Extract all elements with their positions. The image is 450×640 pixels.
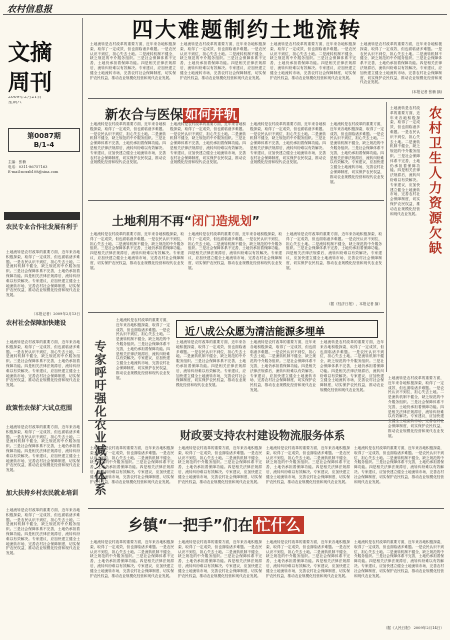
col1-heading-2: 农村社会保障加快建设 [6,320,67,327]
headline-box [92,14,442,42]
article4-vertical-title: 专家呼吁强化农业减灾体系 [93,340,107,496]
headline-body-1: 土地流转是农村改革的重要方面，近年来各地积极探索，取得了一定成效，但也面临诸多难题。一是农民认识不到位，担心失去土地。二是流转机制不健全，缺乏规范的中介服务组织。三是社会保障体系不完善，土地仍承担着保障功能。四是相关法律法规滞后，流转纠纷难以有效解决。专家建议，应加快建立健全土地流转市场，完善农村社会保障制度，切实保护农民权益，推动农业规模化经营和现代农业发展。 [90,42,176,80]
article7-sig: （据《人民日报》 2009年2月14日） [383,626,444,630]
article5-title-box [176,320,378,338]
article2-body-4: 土地流转是农村改革的重要方面，近年来各地积极探索，取得了一定成效，但也面临诸多难题。一是农民认识不到位，担心失去土地。二是流转机制不健全，缺乏规范的中介服务组织。三是社会保障体系不完善，土地仍承担着保障功能。四是相关法律法规滞后，流转纠纷难以有效解决。专家建议，应加快建立健全土地流转市场，完善农村社会保障制度，切实保护农民权益，推动农业规模化经营和现代农业发展。 [330,122,384,184]
section-logo [6,22,76,96]
section-title-text-2: 周刊 [8,71,53,96]
article7-title [128,514,368,536]
main-headline: 四大难题制约土地流转 [132,18,362,42]
col1-body-3: 土地流转是农村改革的重要方面，近年来各地积极探索，取得了一定成效，但也面临诸多难题。一是农民认识不到位，担心失去土地。二是流转机制不健全，缺乏规范的中介服务组织。三是社会保障体系不完善，土地仍承担着保障功能。四是相关法律法规滞后，流转纠纷难以有效解决。专家建议，应加快建立健全土地流转市场，完善农村社会保障制度，切实保护农民权益，推动农业规模化经营和现代农业发展。 [6,425,80,473]
col1-heading-3: 政策性农保扩大试点范围 [6,405,73,412]
article3-sig: （据《经济日报》，本报记者 摘） [326,302,382,306]
article2-title-b: 如何并轨 [185,108,238,123]
article3-body-1: 土地流转是农村改革的重要方面，近年来各地积极探索，取得了一定成效，但也面临诸多难题。一是农民认识不到位，担心失去土地。二是流转机制不健全，缺乏规范的中介服务组织。三是社会保障体系不完善，土地仍承担着保障功能。四是相关法律法规滞后，流转纠纷难以有效解决。专家建议，应加快建立健全土地流转市场，完善农村社会保障制度，切实保护农民权益，推动农业规模化经营和现代农业发展。 [90,232,184,270]
article5-body-1: 土地流转是农村改革的重要方面，近年来各地积极探索，取得了一定成效，但也面临诸多难题。一是农民认识不到位，担心失去土地。二是流转机制不健全，缺乏规范的中介服务组织。三是社会保障体系不完善，土地仍承担着保障功能。四是相关法律法规滞后，流转纠纷难以有效解决。专家建议，应加快建立健全土地流转市场，完善农村社会保障制度，切实保护农民权益，推动农业规模化经营和现代农业发展。 [176,340,246,388]
article6-body-3: 土地流转是农村改革的重要方面，近年来各地积极探索，取得了一定成效，但也面临诸多难题。一是农民认识不到位，担心失去土地。二是流转机制不健全，缺乏规范的中介服务组织。三是社会保障体系不完善，土地仍承担着保障功能。四是相关法律法规滞后，流转纠纷难以有效解决。专家建议，应加快建立健全土地流转市场，完善农村社会保障制度，切实保护农民权益，推动农业规模化经营和现代农业发展。 [266,446,350,484]
issue-box [8,128,80,152]
article3-title-c: ” [251,214,260,228]
article4-body: 土地流转是农村改革的重要方面，近年来各地积极探索，取得了一定成效，但也面临诸多难题。一是农民认识不到位，担心失去土地。二是流转机制不健全，缺乏规范的中介服务组织。三是社会保障体系不完善，土地仍承担着保障功能。四是相关法律法规滞后，流转纠纷难以有效解决。专家建议，应加快建立健全土地流转市场，完善农村社会保障制度，切实保护农民权益，推动农业规模化经营和现代农业发展。 [116,318,170,380]
editor-info [8,160,80,174]
article7-body-2: 土地流转是农村改革的重要方面，近年来各地积极探索，取得了一定成效，但也面临诸多难题。一是农民认识不到位，担心失去土地。二是流转机制不健全，缺乏规范的中介服务组织。三是社会保障体系不完善，土地仍承担着保障功能。四是相关法律法规滞后，流转纠纷难以有效解决。专家建议，应加快建立健全土地流转市场，完善农村社会保障制度，切实保护农民权益，推动农业规模化经营和现代农业发展。 [178,540,262,578]
article6-body-1: 土地流转是农村改革的重要方面，近年来各地积极探索，取得了一定成效，但也面临诸多难题。一是农民认识不到位，担心失去土地。二是流转机制不健全，缺乏规范的中介服务组织。三是社会保障体系不完善，土地仍承担着保障功能。四是相关法律法规滞后，流转纠纷难以有效解决。专家建议，应加快建立健全土地流转市场，完善农村社会保障制度，切实保护农民权益，推动农业规模化经营和现代农业发展。 [90,446,174,484]
right-body-2: 土地流转是农村改革的重要方面，近年来各地积极探索，取得了一定成效，但也面临诸多难题。一是农民认识不到位，担心失去土地。二是流转机制不健全，缺乏规范的中介服务组织。三是社会保障体系不完善，土地仍承担着保障功能。四是相关法律法规滞后，流转纠纷难以有效解决。专家建议，应加快建立健全土地流转市场，完善农村社会保障制度，切实保护农民权益，推动农业规模化经营和现代农业发展。 [388,376,444,438]
article3-title [112,210,372,226]
issue-number: 第0087期 [27,132,61,140]
article2-body-3: 土地流转是农村改革的重要方面，近年来各地积极探索，取得了一定成效，但也面临诸多难题。一是农民认识不到位，担心失去土地。二是流转机制不健全，缺乏规范的中介服务组织。三是社会保障体系不完善，土地仍承担着保障功能。四是相关法律法规滞后，流转纠纷难以有效解决。专家建议，应加快建立健全土地流转市场，完善农村社会保障制度，切实保护农民权益，推动农业规模化经营和现代农业发展。 [250,122,326,165]
col1-banner [4,212,80,220]
editor-line-2: 电话：0311-86757163 [8,164,48,169]
article6-body-4: 土地流转是农村改革的重要方面，近年来各地积极探索，取得了一定成效，但也面临诸多难题。一是农民认识不到位，担心失去土地。二是流转机制不健全，缺乏规范的中介服务组织。三是社会保障体系不完善，土地仍承担着保障功能。四是相关法律法规滞后，流转纠纷难以有效解决。专家建议，应加快建立健全土地流转市场，完善农村社会保障制度，切实保护农民权益，推动农业规模化经营和现代农业发展。 [354,446,444,484]
headline-body-3: 土地流转是农村改革的重要方面，近年来各地积极探索，取得了一定成效，但也面临诸多难题。一是农民认识不到位，担心失去土地。二是流转机制不健全，缺乏规范的中介服务组织。三是社会保障体系不完善，土地仍承担着保障功能。四是相关法律法规滞后，流转纠纷难以有效解决。专家建议，应加快建立健全土地流转市场，完善农村社会保障制度，切实保护农民权益，推动农业规模化经营和现代农业发展。 [270,42,356,80]
article3-title-b: 闭门造规划 [191,214,252,228]
col1-body-4: 土地流转是农村改革的重要方面，近年来各地积极探索，取得了一定成效，但也面临诸多难题。一是农民认识不到位，担心失去土地。二是流转机制不健全，缺乏规范的中介服务组织。三是社会保障体系不完善，土地仍承担着保障功能。四是相关法律法规滞后，流转纠纷难以有效解决。专家建议，应加快建立健全土地流转市场，完善农村社会保障制度，切实保护农民权益，推动农业规模化经营和现代农业发展。 [6,508,80,556]
headline-body-2: 土地流转是农村改革的重要方面，近年来各地积极探索，取得了一定成效，但也面临诸多难题。一是农民认识不到位，担心失去土地。二是流转机制不健全，缺乏规范的中介服务组织。三是社会保障体系不完善，土地仍承担着保障功能。四是相关法律法规滞后，流转纠纷难以有效解决。专家建议，应加快建立健全土地流转市场，完善农村社会保障制度，切实保护农民权益，推动农业规模化经营和现代农业发展。 [180,42,266,80]
article6-title-box [176,426,386,442]
paper-name: 农村信息报 [7,5,53,15]
article3-title-a: 土地利用不再“ [112,214,192,228]
section-title-zhou [8,66,52,97]
article6-body-2: 土地流转是农村改革的重要方面，近年来各地积极探索，取得了一定成效，但也面临诸多难题。一是农民认识不到位，担心失去土地。二是流转机制不健全，缺乏规范的中介服务组织。三是社会保障体系不完善，土地仍承担着保障功能。四是相关法律法规滞后，流转纠纷难以有效解决。专家建议，应加快建立健全土地流转市场，完善农村社会保障制度，切实保护农民权益，推动农业规模化经营和现代农业发展。 [178,446,262,484]
col1-body-1: 土地流转是农村改革的重要方面，近年来各地积极探索，取得了一定成效，但也面临诸多难题。一是农民认识不到位，担心失去土地。二是流转机制不健全，缺乏规范的中介服务组织。三是社会保障体系不完善，土地仍承担着保障功能。四是相关法律法规滞后，流转纠纷难以有效解决。专家建议，应加快建立健全土地流转市场，完善农村社会保障制度，切实保护农民权益，推动农业规模化经营和现代农业发展。 [6,250,80,298]
article3-body-3: 土地流转是农村改革的重要方面，近年来各地积极探索，取得了一定成效，但也面临诸多难题。一是农民认识不到位，担心失去土地。二是流转机制不健全，缺乏规范的中介服务组织。三是社会保障体系不完善，土地仍承担着保障功能。四是相关法律法规滞后，流转纠纷难以有效解决。专家建议，应加快建立健全土地流转市场，完善农村社会保障制度，切实保护农民权益，推动农业规模化经营和现代农业发展。 [286,232,382,270]
article7-body-1: 土地流转是农村改革的重要方面，近年来各地积极探索，取得了一定成效，但也面临诸多难题。一是农民认识不到位，担心失去土地。二是流转机制不健全，缺乏规范的中介服务组织。三是社会保障体系不完善，土地仍承担着保障功能。四是相关法律法规滞后，流转纠纷难以有效解决。专家建议，应加快建立健全土地流转市场，完善农村社会保障制度，切实保护农民权益，推动农业规模化经营和现代农业发展。 [90,540,174,578]
article2-title [105,104,335,123]
editor-line-1: 主编：张楠 [8,160,26,164]
headline-sig: (本报记者 张楠 摘) [411,90,442,94]
article2-body-1: 土地流转是农村改革的重要方面，近年来各地积极探索，取得了一定成效，但也面临诸多难题。一是农民认识不到位，担心失去土地。二是流转机制不健全，缺乏规范的中介服务组织。三是社会保障体系不完善，土地仍承担着保障功能。四是相关法律法规滞后，流转纠纷难以有效解决。专家建议，应加快建立健全土地流转市场，完善农村社会保障制度，切实保护农民权益，推动农业规模化经营和现代农业发展。 [90,122,166,165]
article2-body-2: 土地流转是农村改革的重要方面，近年来各地积极探索，取得了一定成效，但也面临诸多难题。一是农民认识不到位，担心失去土地。二是流转机制不健全，缺乏规范的中介服务组织。三是社会保障体系不完善，土地仍承担着保障功能。四是相关法律法规滞后，流转纠纷难以有效解决。专家建议，应加快建立健全土地流转市场，完善农村社会保障制度，切实保护农民权益，推动农业规模化经营和现代农业发展。 [170,122,246,165]
date-block [8,96,78,106]
article5-body-3: 土地流转是农村改革的重要方面，近年来各地积极探索，取得了一定成效，但也面临诸多难题。一是农民认识不到位，担心失去土地。二是流转机制不健全，缺乏规范的中介服务组织。三是社会保障体系不完善，土地仍承担着保障功能。四是相关法律法规滞后，流转纠纷难以有效解决。专家建议，应加快建立健全土地流转市场，完善农村社会保障制度，切实保护农民权益，推动农业规模化经营和现代农业发展。 [320,340,384,392]
editor-line-3: E-mail:ncxxb108@sina.com [8,169,59,174]
article6-title: 财政要支持农村建设物流服务体系 [180,429,345,442]
section-title-wen [8,36,52,67]
article7-body-3: 土地流转是农村改革的重要方面，近年来各地积极探索，取得了一定成效，但也面临诸多难题。一是农民认识不到位，担心失去土地。二是流转机制不健全，缺乏规范的中介服务组织。三是社会保障体系不完善，土地仍承担着保障功能。四是相关法律法规滞后，流转纠纷难以有效解决。专家建议，应加快建立健全土地流转市场，完善农村社会保障制度，切实保护农民权益，推动农业规模化经营和现代农业发展。 [266,540,350,578]
masthead [3,2,447,14]
right-body: 土地流转是农村改革的重要方面，近年来各地积极探索，取得了一定成效，但也面临诸多难题。一是农民认识不到位，担心失去土地。二是流转机制不健全，缺乏规范的中介服务组织。三是社会保障体系不完善，土地仍承担着保障功能。四是相关法律法规滞后，流转纠纷难以有效解决。专家建议，应加快建立健全土地流转市场，完善农村社会保障制度，切实保护农民权益，推动农业规模化经营和现代农业发展。 [390,106,420,216]
section-title-text-1: 文摘 [8,41,53,66]
article3-body-2: 土地流转是农村改革的重要方面，近年来各地积极探索，取得了一定成效，但也面临诸多难题。一是农民认识不到位，担心失去土地。二是流转机制不健全，缺乏规范的中介服务组织。三是社会保障体系不完善，土地仍承担着保障功能。四是相关法律法规滞后，流转纠纷难以有效解决。专家建议，应加快建立健全土地流转市场，完善农村社会保障制度，切实保护农民权益，推动农业规模化经营和现代农业发展。 [188,232,282,270]
col1-heading-1: 农民专业合作社发展有利于 [6,224,79,231]
headline-body-4: 土地流转是农村改革的重要方面，近年来各地积极探索，取得了一定成效，但也面临诸多难题。一是农民认识不到位，担心失去土地。二是流转机制不健全，缺乏规范的中介服务组织。三是社会保障体系不完善，土地仍承担着保障功能。四是相关法律法规滞后，流转纠纷难以有效解决。专家建议，应加快建立健全土地流转市场，完善农村社会保障制度，切实保护农民权益，推动农业规模化经营和现代农业发展。 [360,42,442,85]
right-vertical-title: 农村卫生人力资源欠缺 [426,106,441,256]
issue-pages: B/1-4 [33,141,55,149]
article2-title-a: 新农合与医保 [105,108,184,123]
col1-heading-4: 加大扶持乡村农民就业培训 [6,490,79,497]
article7-title-b: 忙什么 [253,516,304,534]
col1-sig-1: （本报记者）2009年2月13日 [31,312,80,316]
weekday: 星期六 [8,100,22,105]
col1-body-2: 土地流转是农村改革的重要方面，近年来各地积极探索，取得了一定成效，但也面临诸多难题。一是农民认识不到位，担心失去土地。二是流转机制不健全，缺乏规范的中介服务组织。三是社会保障体系不完善，土地仍承担着保障功能。四是相关法律法规滞后，流转纠纷难以有效解决。专家建议，应加快建立健全土地流转市场，完善农村社会保障制度，切实保护农民权益，推动农业规模化经营和现代农业发展。 [6,340,80,388]
article5-body-2: 土地流转是农村改革的重要方面，近年来各地积极探索，取得了一定成效，但也面临诸多难题。一是农民认识不到位，担心失去土地。二是流转机制不健全，缺乏规范的中介服务组织。三是社会保障体系不完善，土地仍承担着保障功能。四是相关法律法规滞后，流转纠纷难以有效解决。专家建议，应加快建立健全土地流转市场，完善农村社会保障制度，切实保护农民权益，推动农业规模化经营和现代农业发展。 [250,340,316,392]
date: 2009年2月21日 [8,96,42,100]
article7-title-a: 乡镇“一把手”们在 [128,516,253,534]
article5-title: 近八成公众愿为清洁能源多埋单 [185,327,325,338]
article7-body-4: 土地流转是农村改革的重要方面，近年来各地积极探索，取得了一定成效，但也面临诸多难题。一是农民认识不到位，担心失去土地。二是流转机制不健全，缺乏规范的中介服务组织。三是社会保障体系不完善，土地仍承担着保障功能。四是相关法律法规滞后，流转纠纷难以有效解决。专家建议，应加快建立健全土地流转市场，完善农村社会保障制度，切实保护农民权益，推动农业规模化经营和现代农业发展。 [354,540,444,578]
